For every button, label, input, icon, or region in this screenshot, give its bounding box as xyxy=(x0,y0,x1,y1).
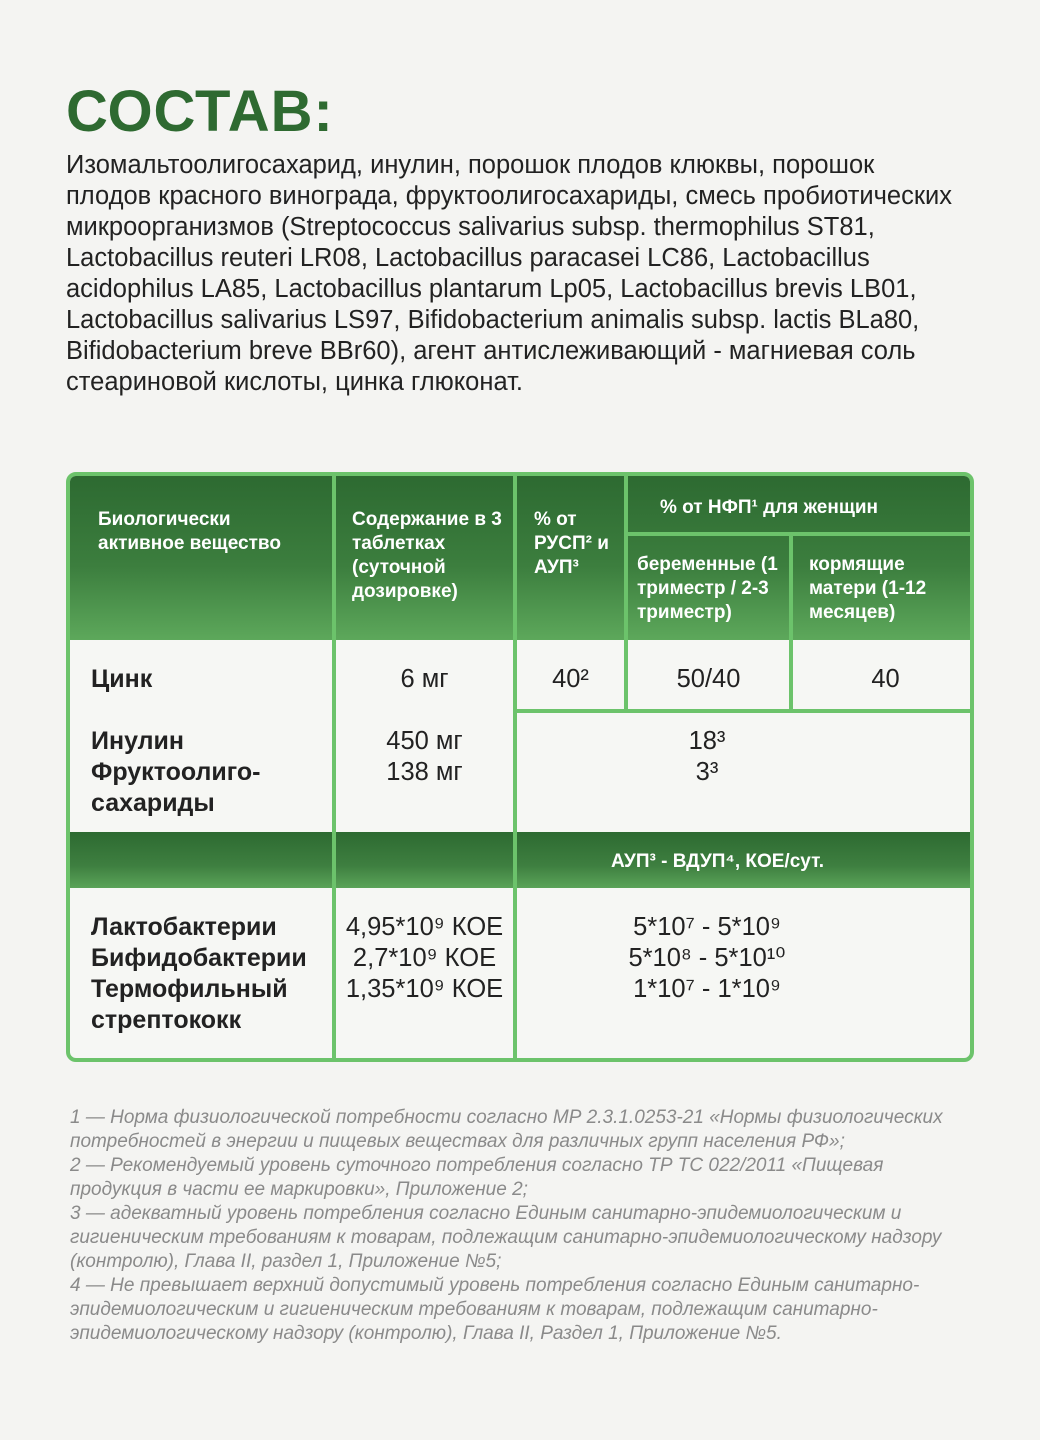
zinc-content: 6 мг xyxy=(400,665,449,693)
thermo-content: 1,35*10⁹ КОЕ xyxy=(345,975,504,1003)
zinc-name: Цинк xyxy=(91,665,153,693)
zinc-nursing: 40 xyxy=(871,665,900,693)
header-content: Содержание в 3 таблетках (суточной дозировке) xyxy=(352,509,502,602)
header-substance: Биологически активное вещество xyxy=(98,509,281,554)
thermo-range: 1*10⁷ - 1*10⁹ xyxy=(633,975,781,1003)
inulin-name: Инулин xyxy=(91,727,184,755)
bifido-name: Бифидобактерии xyxy=(91,944,307,972)
nfp-divider xyxy=(626,532,974,536)
footnotes xyxy=(70,1106,980,1346)
footnote-2: 2 — Рекомендуемый уровень суточного потребления согласно ТР ТС 022/2011 «Пищевая продукция в части ее маркировки», Приложение 2; xyxy=(70,1155,884,1200)
header-aup-vdup: АУП³ - ВДУП⁴, КОЕ/сут. xyxy=(611,851,824,872)
header-rusp: % от РУСП² и АУП³ xyxy=(534,509,609,578)
fos-value: 3³ xyxy=(695,758,719,786)
thermo-name-line2: стрептококк xyxy=(91,1006,242,1034)
bifido-range: 5*10⁸ - 5*10¹⁰ xyxy=(628,944,786,972)
lacto-content: 4,95*10⁹ КОЕ xyxy=(345,913,504,941)
bifido-content: 2,7*10⁹ КОЕ xyxy=(352,944,497,972)
inulin-content: 450 мг xyxy=(386,727,463,755)
fos-name-line2: сахариды xyxy=(91,789,215,817)
inulin-value: 18³ xyxy=(688,727,726,755)
thermo-name-line1: Термофильный xyxy=(91,975,288,1003)
lacto-range: 5*10⁷ - 5*10⁹ xyxy=(633,913,781,941)
fos-name-line1: Фруктоолиго- xyxy=(91,758,261,786)
page-title: СОСТАВ: xyxy=(66,79,334,144)
lacto-name: Лактобактерии xyxy=(91,913,277,941)
header-nursing: кормящие матери (1-12 месяцев) xyxy=(809,554,927,623)
composition-text: Изомальтоолигосахарид, инулин, порошок плодов клюквы, порошок плодов красного винограда, фруктоолигосахариды, смесь пробиотических микроорганизмов (Streptococcus salivarius subsp. thermophilus ST81, Lactobacillus reuteri LR08, Lactobacillus paracasei LC86, Lactobacillus acidophilus LA85, Lactobacillus plantarum Lp05, Lactobacillus brevis LB01, Lactobacillus salivarius LS97, Bifidobacterium animalis subsp. lactis BLa80, Bifidobacterium breve BBr60), агент антислеживающий - магниевая соль стеариновой кислоты, цинка глюконат. xyxy=(66,151,952,396)
zinc-pregnant: 50/40 xyxy=(676,665,741,693)
footnote-4: 4 — Не превышает верхний допустимый уровень потребления согласно Единым санитарно-эпидемиологическим и гигиеническим требованиям к товарам, подлежащим санитарно-эпидемиологическому надзору (контролю), Глава II, Раздел 1, Приложение №5. xyxy=(70,1275,920,1344)
nutrition-table xyxy=(66,472,974,1062)
header-pregnant: беременные (1 триместр / 2-3 триместр) xyxy=(637,554,778,623)
footnote-1: 1 — Норма физиологической потребности согласно МР 2.3.1.0253-21 «Нормы физиологических потребностей в энергии и пищевых веществах для различных групп населения РФ»; xyxy=(70,1107,943,1152)
footnote-3: 3 — адекватный уровень потребления согласно Единым санитарно-эпидемиологическим и гигиеническим требованиям к товарам, подлежащим санитарно-эпидемиологическому надзору (контролю), Глава II, раздел 1, Приложение №5; xyxy=(70,1203,942,1272)
zinc-rusp: 40² xyxy=(552,665,589,693)
fos-content: 138 мг xyxy=(386,758,463,786)
zinc-row-divider xyxy=(515,709,974,713)
header-nfp: % от НФП¹ для женщин xyxy=(660,497,879,518)
